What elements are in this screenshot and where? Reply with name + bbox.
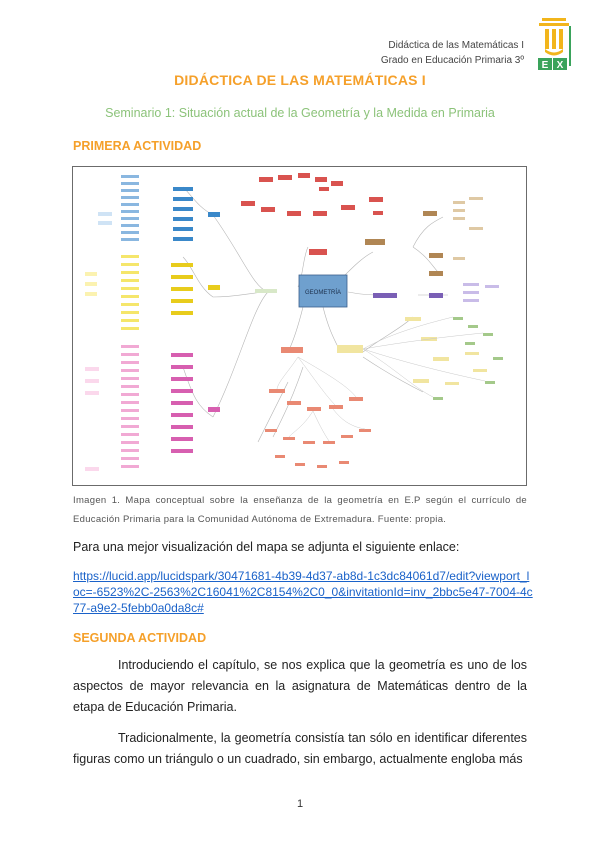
paragraph-2: Tradicionalmente, la geometría consistía tan sólo en identificar diferentes figuras como un triángulo o un cuadrado, sin embargo, actualmente engloba más	[73, 731, 527, 766]
document-subtitle: Seminario 1: Situación actual de la Geometría y la Medida en Primaria	[105, 106, 495, 120]
concept-map-image	[72, 166, 527, 486]
header-degree: Grado en Educación Primaria 3º	[380, 55, 524, 66]
figure-caption: Imagen 1. Mapa conceptual sobre la enseñanza de la geometría en E.P según el currículo de Educación Primaria para la Comunidad Autónoma de Extremadura. Fuente: propia.	[73, 495, 527, 525]
section-heading-primera: PRIMERA ACTIVIDAD	[73, 139, 202, 153]
section-heading-segunda: SEGUNDA ACTIVIDAD	[73, 631, 207, 645]
university-logo	[536, 18, 572, 74]
lucid-map-link[interactable]: https://lucid.app/lucidspark/30471681-4b39-4d37-ab8d-1c3dc84061d7/edit?viewport_loc=-6523%2C-2563%2C16041%2C8154%2C0_0&invitationId=inv_2bbc5e47-7004-4c77-a9e2-5febb0a0da8c#	[73, 569, 533, 615]
running-header	[381, 38, 524, 68]
concept-map-center-label: GEOMETRÍA	[304, 290, 342, 296]
document-title: DIDÁCTICA DE LAS MATEMÁTICAS I	[174, 72, 426, 88]
page-number: 1	[296, 798, 304, 810]
svg-text:X: X	[556, 60, 564, 71]
header-course: Didáctica de las Matemáticas I	[388, 40, 524, 51]
link-intro-text: Para una mejor visualización del mapa se adjunta el siguiente enlace:	[73, 540, 460, 554]
paragraph-1: Introduciendo el capítulo, se nos explica que la geometría es uno de los aspectos de mayor relevancia en la asignatura de Matemáticas dentro de la etapa de Educación Primaria.	[73, 658, 527, 714]
svg-text:E: E	[541, 60, 549, 71]
